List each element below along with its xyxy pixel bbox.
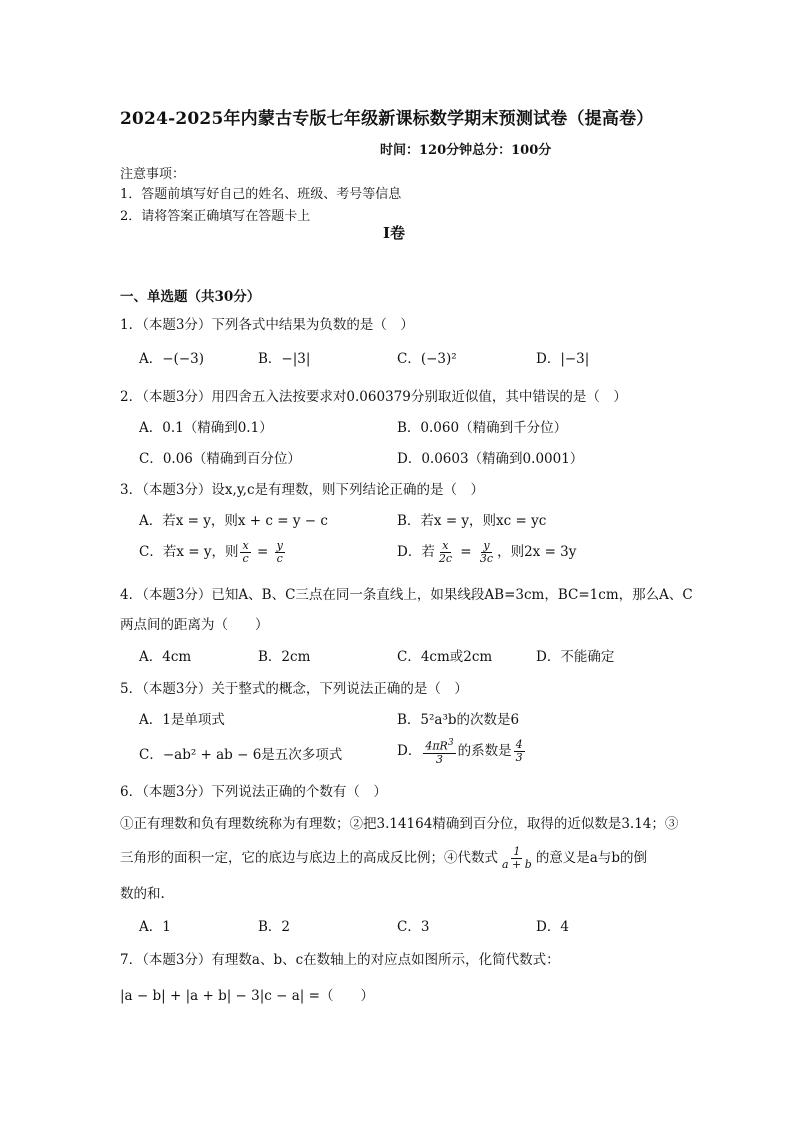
- fraction-y-over-c: $\frac{y}{c}$: [276, 539, 283, 565]
- fraction-y-over-3c: $\frac{y}{3c}$: [479, 539, 494, 565]
- q2-option-b: B．0.060（精确到千分位）: [397, 420, 568, 436]
- q2-option-d: D．0.0603（精确到0.0001）: [397, 451, 584, 467]
- question-7-stem: 7．（本题3分）有理数a、b、c在数轴上的对应点如图所示，化简代数式：: [120, 952, 560, 968]
- q5-option-b: B．5²a³b的次数是6: [397, 712, 520, 728]
- q1-option-d: D．|−3|: [536, 351, 590, 367]
- q1-option-b: B．−|3|: [258, 351, 311, 367]
- q6-option-c: C．3: [397, 919, 430, 935]
- q1-option-a: A．−(−3): [139, 351, 204, 367]
- question-1-stem: 1．（本题3分）下列各式中结果为负数的是（ ）: [120, 317, 414, 333]
- question-2-stem: 2．（本题3分）用四舍五入法按要求对0.060379分别取近似值，其中错误的是（ ）: [120, 389, 627, 405]
- fraction-x-over-c: $\frac{x}{c}$: [242, 539, 249, 565]
- q6-line-2-prefix: 三角形的面积一定，它的底边与底边上的高成反比例；④代数式: [120, 850, 498, 866]
- q2-option-a: A．0.1（精确到0.1）: [139, 420, 273, 436]
- q5-option-d-text: 的系数是: [457, 742, 512, 759]
- q3-option-c-text: C．若x = y，则: [139, 544, 239, 560]
- q7-expression: |a − b| + |a + b| − 3|c − a| =（ ）: [120, 988, 374, 1004]
- fraction-1-over-a-plus-b: $\frac{1}{a + b}$: [502, 845, 532, 871]
- q5-option-d: [397, 737, 527, 766]
- q6-option-b: B．2: [258, 919, 291, 935]
- q3-option-d-prefix: D．若: [397, 544, 435, 560]
- q6-statement-line-3: 数的和.: [120, 886, 165, 902]
- fraction-x-over-2c: $\frac{x}{2c}$: [438, 539, 452, 565]
- q4-option-a: A．4cm: [139, 649, 192, 665]
- q5-option-c: C．−ab² + ab − 6是五次多项式: [139, 747, 343, 763]
- q3-option-a: A．若x = y，则x + c = y − c: [139, 513, 328, 529]
- q2-option-c: C．0.06（精确到百分位）: [139, 451, 301, 467]
- fraction-4-over-3: $\frac{4}{3}$: [515, 737, 523, 764]
- q6-line-2-suffix: 的意义是a与b的倒: [535, 850, 648, 866]
- question-4-stem-line-1: 4．（本题3分）已知A、B、C三点在同一条直线上，如果线段AB=3cm，BC=1cm，那么A、C: [120, 587, 693, 603]
- volume-label: I卷: [383, 224, 406, 242]
- q6-statement-line-2: [120, 846, 647, 871]
- q1-option-c: C．(−3)²: [397, 351, 457, 367]
- q3-option-b: B．若x = y，则xc = yc: [397, 513, 547, 529]
- section-heading: 一、单选题（共30分）: [120, 289, 261, 305]
- time-and-score: 时间：120分钟总分：100分: [380, 143, 552, 158]
- q3-option-c: C．若x = y，则 $\frac{x}{c}$ = $\frac{y}{c}$: [139, 539, 283, 565]
- question-6-stem: 6．（本题3分）下列说法正确的个数有（ ）: [120, 784, 387, 800]
- q4-option-c: C．4cm或2cm: [397, 649, 493, 665]
- question-4-stem-line-2: 两点间的距离为（ ）: [120, 617, 269, 633]
- q3-option-d-suffix: ，则2x = 3y: [497, 544, 577, 560]
- question-5-stem: 5．（本题3分）关于整式的概念，下列说法正确的是（ ）: [120, 681, 468, 697]
- note-item-2: 2．请将答案正确填写在答题卡上: [120, 209, 311, 224]
- exam-title: 2024-2025年内蒙古专版七年级新课标数学期末预测试卷（提高卷）: [120, 109, 654, 129]
- note-item-1: 1．答题前填写好自己的姓名、班级、考号等信息: [120, 187, 402, 202]
- q3-option-d: D．若 $\frac{x}{2c}$ = $\frac{y}{3c}$ ，则2x = 3y: [397, 539, 577, 565]
- q4-option-b: B．2cm: [258, 649, 311, 665]
- q4-option-d: D．不能确定: [536, 649, 615, 665]
- fraction-4piR3-over-3: $\frac{4\pi R^3}{3}$: [425, 738, 454, 766]
- q6-option-a: A．1: [139, 919, 171, 935]
- question-3-stem: 3．（本题3分）设x,y,c是有理数，则下列结论正确的是（ ）: [120, 482, 485, 498]
- q5-option-a: A．1是单项式: [139, 712, 225, 728]
- q5-option-d-label: D．: [397, 742, 422, 759]
- notes-heading: 注意事项：: [120, 167, 186, 182]
- q6-option-d: D．4: [536, 919, 569, 935]
- q6-statement-line-1: ①正有理数和负有理数统称为有理数；②把3.14164精确到百分位，取得的近似数是3.14；③: [120, 816, 679, 832]
